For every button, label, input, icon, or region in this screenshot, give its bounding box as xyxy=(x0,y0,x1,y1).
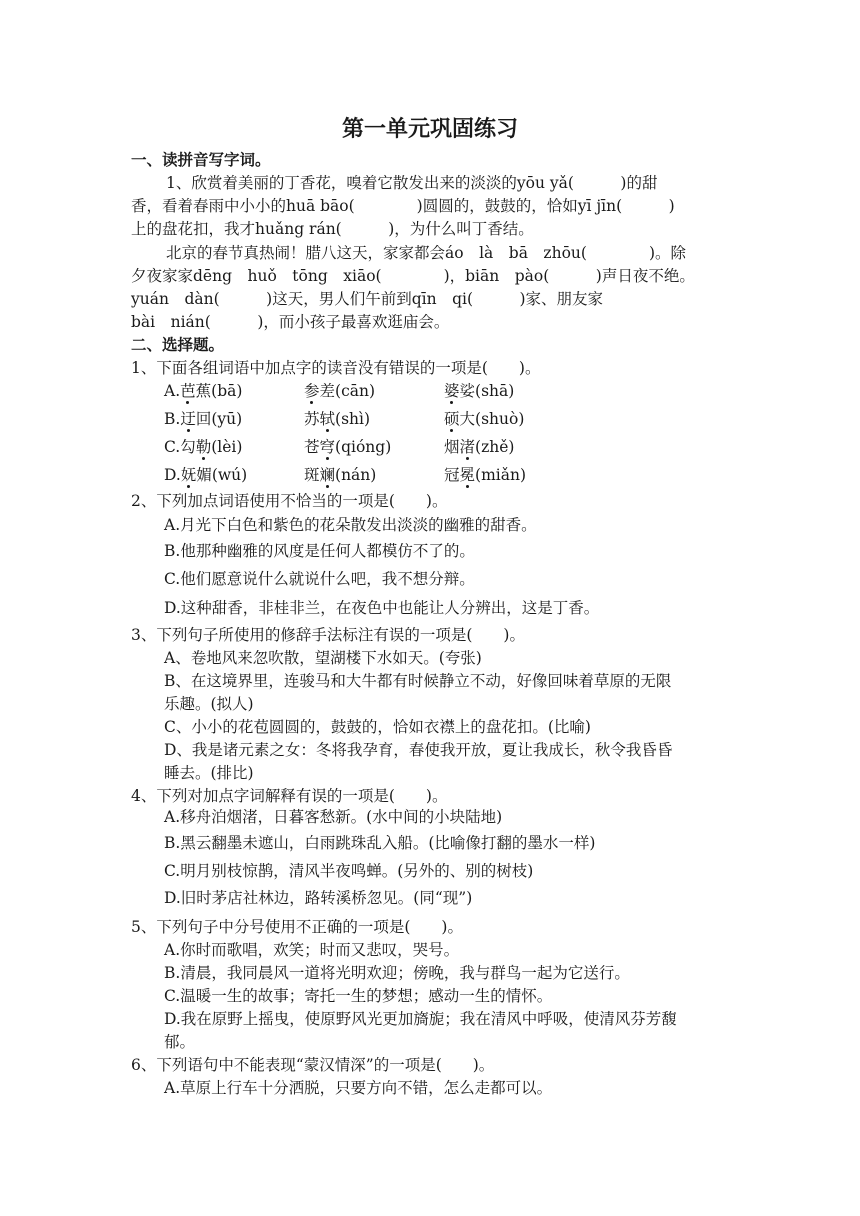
section1-line-3: 上的盘花扣，我才huǎng rán( )，为什么叫丁香结。 xyxy=(131,220,534,238)
emphasis-dot-char: 轼 xyxy=(319,410,336,428)
q1-option-d-1: D.妩媚(wú) xyxy=(164,466,248,484)
q3-stem: 3、下列句子所使用的修辞手法标注有误的一项是( )。 xyxy=(131,626,525,644)
q4-option-a: A.移舟泊烟渚，日暮客愁新。(水中间的小块陆地) xyxy=(164,808,503,826)
q1-option-a-1: A.芭蕉(bā) xyxy=(164,382,243,400)
q2-option-b: B.他那种幽雅的风度是任何人都模仿不了的。 xyxy=(164,542,475,560)
q2-stem: 2、下列加点词语使用不恰当的一项是( )。 xyxy=(131,492,448,510)
q1-option-c-1: C.勾勒(lèi) xyxy=(164,438,243,456)
q3-option-a: A、卷地风来忽吹散，望湖楼下水如天。(夸张) xyxy=(164,649,482,667)
section1-line-1: 1、欣赏着美丽的丁香花，嗅着它散发出来的淡淡的yōu yǎ( )的甜 xyxy=(166,174,658,192)
q5-stem: 5、下列句子中分号使用不正确的一项是( )。 xyxy=(131,918,463,936)
section2-heading: 二、选择题。 xyxy=(131,335,225,354)
q5-option-a: A.你时而歌唱，欢笑；时而又悲叹，哭号。 xyxy=(164,941,460,959)
q4-stem: 4、下列对加点字词解释有误的一项是( )。 xyxy=(131,787,448,805)
emphasis-dot-char: 穹 xyxy=(319,438,336,456)
q5-option-c: C.温暖一生的故事；寄托一生的梦想；感动一生的情怀。 xyxy=(164,987,553,1005)
emphasis-dot-char: 勒 xyxy=(195,438,212,456)
q6-stem: 6、下列语句中不能表现“蒙汉情深”的一项是( )。 xyxy=(131,1056,495,1074)
section1-heading: 一、读拼音写字词。 xyxy=(131,150,271,169)
q5-option-b: B.清晨，我同晨风一道将光明欢迎；傍晚，我与群鸟一起为它送行。 xyxy=(164,964,630,982)
q1-stem: 1、下面各组词语中加点字的读音没有错误的一项是( )。 xyxy=(131,359,541,377)
emphasis-dot-char: 妩 xyxy=(180,466,197,484)
q1-option-d-3: 冠冕(miǎn) xyxy=(444,466,527,484)
q1-option-a-3: 婆娑(shā) xyxy=(444,382,515,400)
emphasis-dot-char: 芭 xyxy=(180,382,196,400)
q3-option-b-line-2: 乐趣。(拟人) xyxy=(164,695,254,713)
q4-option-b: B.黑云翻墨未遮山，白雨跳珠乱入船。(比喻像打翻的墨水一样) xyxy=(164,834,596,852)
q4-option-c: C.明月别枝惊鹊，清风半夜鸣蝉。(另外的、别的树枝) xyxy=(164,862,534,880)
q1-option-a-2: 参差(cān) xyxy=(304,382,376,400)
page-title: 第一单元巩固练习 xyxy=(341,116,518,142)
q3-option-d-line-2: 睡去。(排比) xyxy=(164,764,254,782)
q1-option-b-2: 苏轼(shì) xyxy=(304,410,371,428)
q1-option-d-2: 斑斓(nán) xyxy=(304,466,377,484)
q3-option-b-line-1: B、在这境界里，连骏马和大牛都有时候静立不动，好像回味着草原的无限 xyxy=(164,672,672,690)
emphasis-dot-char: 冕 xyxy=(459,466,476,484)
q4-option-d: D.旧时茅店社林边，路转溪桥忽见。(同“现”) xyxy=(164,889,473,907)
emphasis-dot-char: 参 xyxy=(304,382,320,400)
q6-option-a: A.草原上行车十分洒脱，只要方向不错，怎么走都可以。 xyxy=(164,1079,553,1097)
emphasis-dot-char: 迂 xyxy=(180,410,196,428)
section1-line-2: 香，看着春雨中小小的huā bāo( )圆圆的，鼓鼓的，恰如yī jīn( ) xyxy=(131,197,675,215)
q1-option-b-1: B.迂回(yū) xyxy=(164,410,243,428)
q1-option-c-2: 苍穹(qióng) xyxy=(304,438,392,456)
emphasis-dot-char: 渚 xyxy=(459,438,476,456)
emphasis-dot-char: 婆 xyxy=(444,382,460,400)
section1-line-6: yuán dàn( )这天，男人们午前到qīn qi( )家、朋友家 xyxy=(131,290,604,308)
q5-option-d-line-1: D.我在原野上摇曳，使原野风光更加旖旎；我在清风中呼吸，使清风芬芳馥 xyxy=(164,1010,677,1028)
emphasis-dot-char: 斓 xyxy=(319,466,336,484)
section1-line-4: 北京的春节真热闹！腊八这天，家家都会áo là bā zhōu( )。除 xyxy=(166,244,686,262)
q2-option-a: A.月光下白色和紫色的花朵散发出淡淡的幽雅的甜香。 xyxy=(164,516,537,534)
q1-option-b-3: 硕大(shuò) xyxy=(444,410,525,428)
q2-option-c: C.他们愿意说什么就说什么吧，我不想分辩。 xyxy=(164,570,475,588)
emphasis-dot-char: 硕 xyxy=(444,410,460,428)
q5-option-d-line-2: 郁。 xyxy=(164,1033,196,1051)
q3-option-d-line-1: D、我是诸元素之女：冬将我孕育，春使我开放，夏让我成长，秋令我昏昏 xyxy=(164,741,673,759)
section1-line-7: bài nián( )，而小孩子最喜欢逛庙会。 xyxy=(131,313,450,331)
q2-option-d: D.这种甜香，非桂非兰，在夜色中也能让人分辨出，这是丁香。 xyxy=(164,599,600,617)
section1-line-5: 夕夜家家dēng huǒ tōng xiāo( )，biān pào( )声日夜不绝。 xyxy=(131,267,695,285)
q3-option-c: C、小小的花苞圆圆的，鼓鼓的，恰如衣襟上的盘花扣。(比喻) xyxy=(164,718,591,736)
q1-option-c-3: 烟渚(zhě) xyxy=(444,438,515,456)
